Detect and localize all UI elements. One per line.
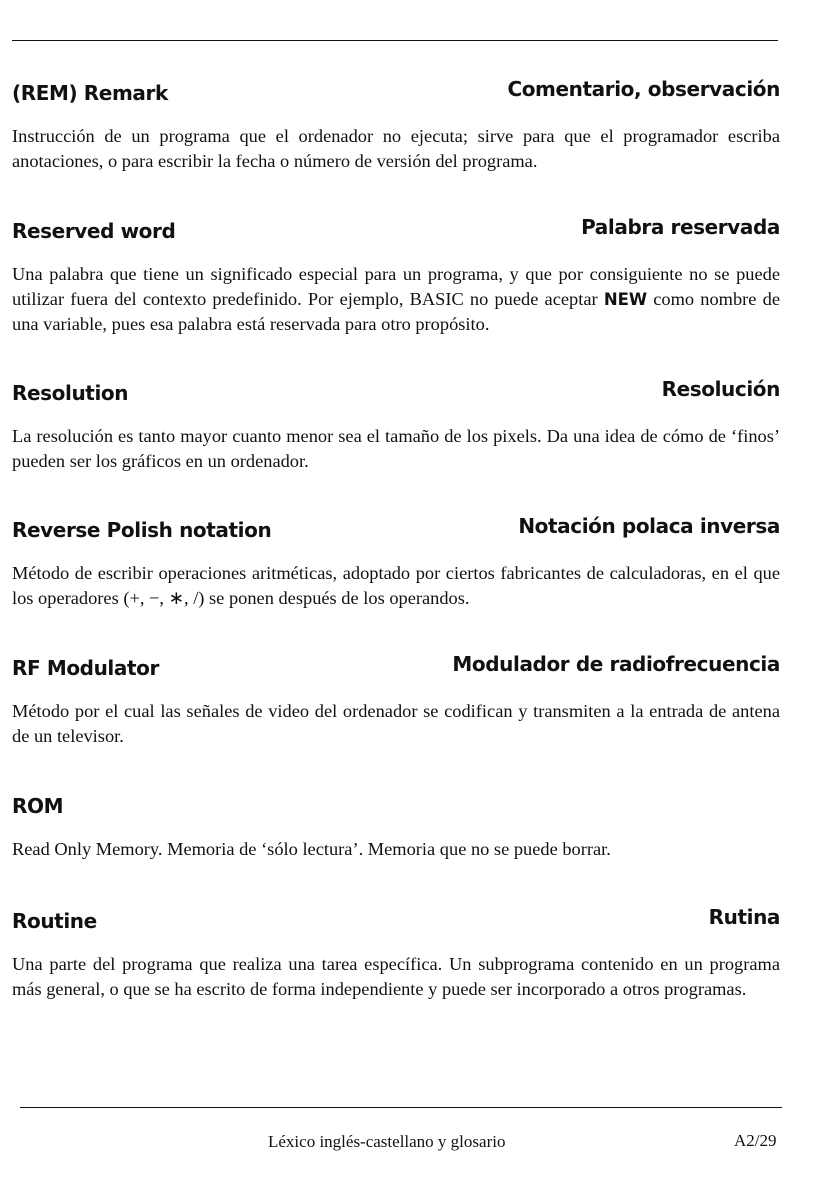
entry-definition: Una parte del programa que realiza una tarea específica. Un subprograma contenido en un programa más general, o que se ha escrito de forma independiente y puede ser incorporado a otros programas. bbox=[12, 954, 780, 999]
entry-translation: Rutina bbox=[708, 905, 780, 929]
entry-translation: Palabra reservada bbox=[581, 215, 780, 239]
entry-term: (REM) Remark bbox=[12, 81, 168, 105]
entry-translation: Resolución bbox=[661, 377, 780, 401]
entry-definition: Método de escribir operaciones aritméticas, adoptado por ciertos fabricantes de calculadoras, en el que los operadores (+, −, ∗, /) se ponen después de los operandos. bbox=[12, 563, 780, 608]
entry-term: Resolution bbox=[12, 381, 129, 405]
bottom-rule bbox=[20, 1107, 782, 1108]
definition-text: como nombre de una variable, pues esa palabra está reservada para otro propósito. bbox=[12, 289, 780, 334]
entry-resolution bbox=[12, 377, 780, 474]
footer-title: Léxico inglés-castellano y glosario bbox=[268, 1132, 506, 1151]
entry-rf-modulator bbox=[12, 652, 780, 749]
entry-translation: Notación polaca inversa bbox=[518, 514, 780, 538]
entry-translation: Modulador de radiofrecuencia bbox=[452, 652, 780, 676]
entry-definition: Método por el cual las señales de video del ordenador se codifican y transmiten a la entrada de antena de un televisor. bbox=[12, 701, 780, 746]
entry-rem bbox=[12, 77, 780, 174]
entry-reverse-polish-notation bbox=[12, 514, 780, 611]
definition-text: Una palabra que tiene un significado especial para un programa, y que por consiguiente no se puede utilizar fuera del contexto predefinido. Por ejemplo, BASIC no puede aceptar bbox=[12, 264, 780, 309]
entry-routine bbox=[12, 905, 780, 1002]
entry-term: Reverse Polish notation bbox=[12, 518, 272, 542]
entry-term: Reserved word bbox=[12, 219, 176, 243]
entry-term: ROM bbox=[12, 794, 64, 818]
entry-definition: Read Only Memory. Memoria de ‘sólo lectura’. Memoria que no se puede borrar. bbox=[12, 839, 611, 859]
entry-definition: Instrucción de un programa que el ordenador no ejecuta; sirve para que el programador escriba anotaciones, o para escribir la fecha o número de versión del programa. bbox=[12, 126, 780, 171]
entry-rom bbox=[12, 794, 780, 862]
page-number: A2/29 bbox=[734, 1131, 777, 1150]
entry-definition: La resolución es tanto mayor cuanto menor sea el tamaño de los pixels. Da una idea de cómo de ‘finos’ pueden ser los gráficos en un ordenador. bbox=[12, 426, 780, 471]
entry-term: RF Modulator bbox=[12, 656, 159, 680]
top-rule bbox=[12, 40, 778, 41]
definition-keyword: NEW bbox=[603, 290, 648, 309]
entry-definition bbox=[12, 262, 780, 337]
entry-translation: Comentario, observación bbox=[507, 77, 780, 101]
entry-term: Routine bbox=[12, 909, 97, 933]
entry-reserved-word bbox=[12, 215, 780, 337]
